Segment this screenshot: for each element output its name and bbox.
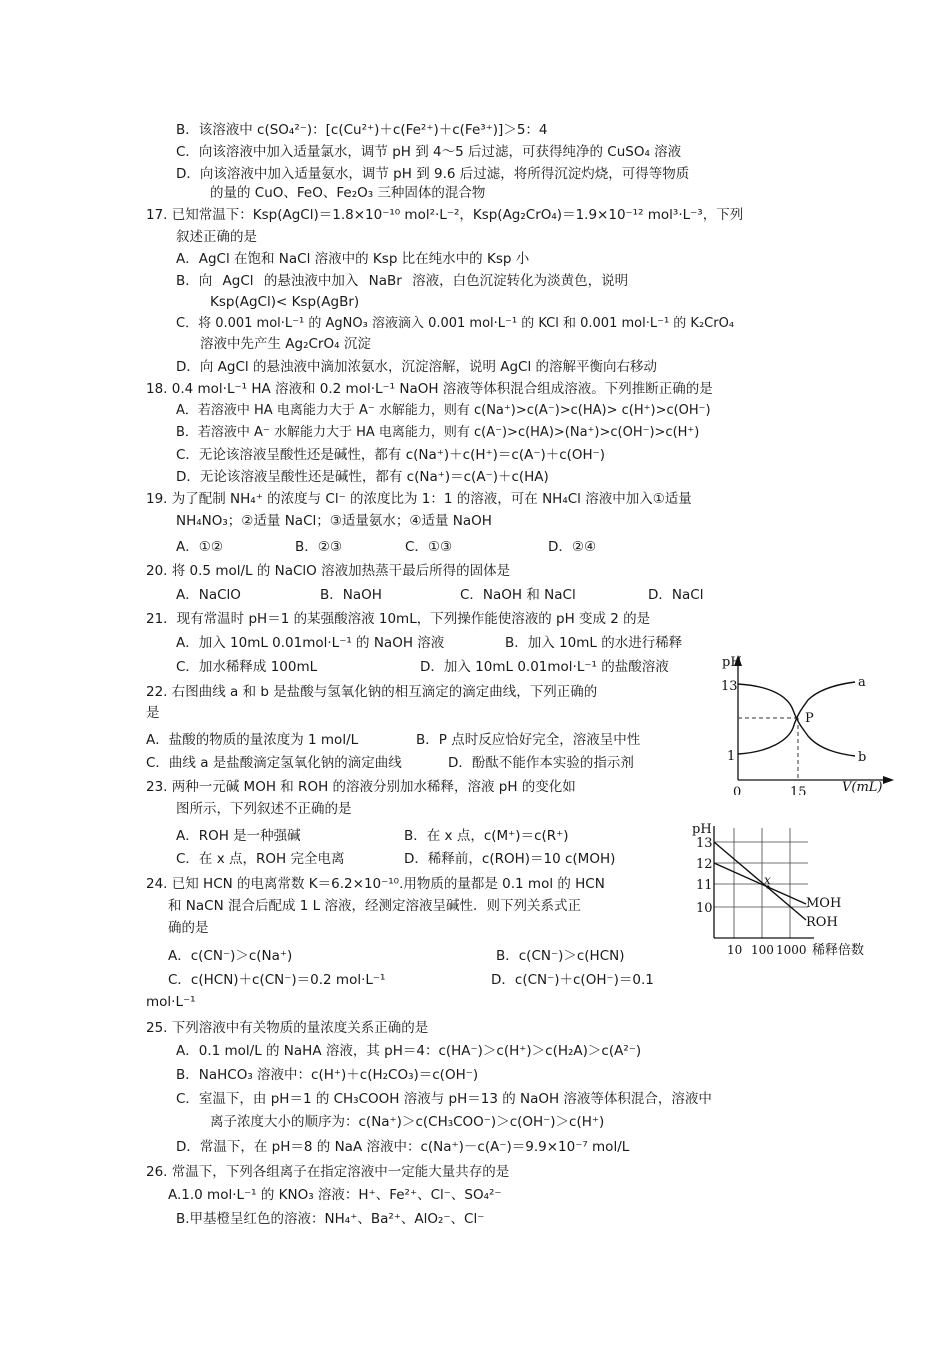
x-axis-arrow	[883, 776, 894, 784]
option-d: D．c(CN⁻)＋c(OH⁻)＝0.1	[491, 972, 654, 988]
tick-label: 1	[727, 749, 736, 764]
option-a: A．加入 10mL 0.01mol·L⁻¹ 的 NaOH 溶液	[176, 635, 445, 651]
option-b: B．加入 10mL 的水进行稀释	[505, 635, 683, 651]
x-axis-label: 稀释倍数	[812, 943, 865, 958]
point-x-label: x	[764, 873, 771, 887]
roh-line	[714, 842, 806, 920]
option-b: B．②③	[295, 539, 342, 555]
text-line: C．无论该溶液呈酸性还是碱性，都有 c(Na⁺)＋c(H⁺)＝c(A⁻)＋c(OH⁻)	[176, 447, 606, 463]
text-line: D．向该溶液中加入适量氨水，调节 pH 到 9.6 后过滤，将所得沉淀灼烧，可得等物质	[176, 166, 690, 182]
text-line: 的量的 CuO、FeO、Fe₂O₃ 三种固体的混合物	[210, 185, 486, 201]
option-c: C．加水稀释成 100mL	[176, 659, 318, 675]
y-axis-label: pH	[692, 822, 712, 837]
text-line: 和 NaCN 混合后配成 1 L 溶液，经测定溶液呈碱性．则下列关系式正	[168, 898, 581, 914]
question-20: 20. 将 0.5 mol/L 的 NaClO 溶液加热蒸干最后所得的固体是	[146, 563, 511, 579]
question-21: 21．现有常温时 pH＝1 的某强酸溶液 10mL，下列操作能使溶液的 pH 变成 2 的是	[146, 611, 651, 627]
tick-label: 15	[790, 785, 807, 795]
option-c: C．在 x 点，ROH 完全电离	[176, 851, 345, 867]
question-23: 23. 两种一元碱 MOH 和 ROH 的溶液分别加水稀释，溶液 pH 的变化如	[146, 779, 576, 795]
text-line: A．若溶液中 HA 电离能力大于 A⁻ 水解能力，则有 c(Na⁺)>c(A⁻)>c(HA)> c(H⁺)>c(OH⁻)	[176, 403, 711, 418]
text-line: A．0.1 mol/L 的 NaHA 溶液，其 pH＝4：c(HA⁻)＞c(H⁺)＞c(H₂A)＞c(A²⁻)	[176, 1043, 642, 1059]
option-a: A．NaClO	[176, 587, 241, 603]
text-line: B．NaHCO₃ 溶液中：c(H⁺)＋c(H₂CO₃)＝c(OH⁻)	[176, 1067, 479, 1083]
curve-b-label: b	[858, 750, 867, 765]
option-b: B．NaOH	[320, 587, 382, 603]
option-d: D．酚酞不能作本实验的指示剂	[448, 755, 634, 771]
text-line: 图所示，下列叙述不正确的是	[176, 801, 352, 817]
text-line: B．若溶液中 A⁻ 水解能力大于 HA 电离能力，则有 c(A⁻)>c(HA)>(Na⁺)>c(OH⁻)>c(H⁺)	[176, 425, 700, 440]
moh-line	[714, 863, 806, 904]
tick-label: 1000	[776, 943, 807, 957]
option-b: B．P 点时反应恰好完全，溶液呈中性	[416, 732, 641, 748]
titration-curve-figure	[700, 650, 900, 795]
text-line: D．无论该溶液呈酸性还是碱性，都有 c(Na⁺)＝c(A⁻)＋c(HA)	[176, 469, 549, 485]
option-a: A．ROH 是一种强碱	[176, 828, 301, 844]
x-axis-label: V(mL)	[842, 780, 883, 795]
text-line: 是	[146, 705, 160, 721]
dilution-ph-figure	[688, 820, 888, 965]
y-axis-label: pH	[722, 655, 742, 670]
tick-label: 13	[696, 836, 713, 851]
text-line: A．AgCl 在饱和 NaCl 溶液中的 Ksp 比在纯水中的 Ksp 小	[176, 251, 530, 267]
roh-label: ROH	[806, 915, 838, 930]
option-a: A．盐酸的物质的量浓度为 1 mol/L	[146, 732, 359, 748]
option-d: D．②④	[548, 539, 597, 555]
option-d: D．NaCl	[648, 587, 704, 603]
question-19: 19. 为了配制 NH₄⁺ 的浓度与 Cl⁻ 的浓度比为 1：1 的溶液，可在 NH₄Cl 溶液中加入①适量	[146, 491, 692, 507]
option-d: D．加入 10mL 0.01mol·L⁻¹ 的盐酸溶液	[420, 659, 669, 675]
question-26: 26. 常温下，下列各组离子在指定溶液中一定能大量共存的是	[146, 1164, 510, 1180]
text-line: C．室温下，由 pH＝1 的 CH₃COOH 溶液与 pH＝13 的 NaOH 溶液等体积混合，溶液中	[176, 1091, 712, 1107]
tick-label: 11	[696, 878, 713, 893]
text-line: C．向该溶液中加入适量氯水，调节 pH 到 4～5 后过滤，可获得纯净的 CuSO₄ 溶液	[176, 144, 682, 160]
tick-label: 13	[721, 679, 738, 694]
point-p-label: P	[805, 711, 814, 726]
option-c: C．c(HCN)＋c(CN⁻)＝0.2 mol·L⁻¹	[168, 972, 386, 988]
text-line: NH₄NO₃；②适量 NaCl；③适量氨水；④适量 NaOH	[176, 513, 492, 529]
text-line: D．向 AgCl 的悬浊液中滴加浓氨水，沉淀溶解，说明 AgCl 的溶解平衡向右移动	[176, 359, 658, 375]
tick-label: 10	[727, 943, 743, 957]
option-d: D．稀释前，c(ROH)＝10 c(MOH)	[404, 851, 616, 867]
text-line: A.1.0 mol·L⁻¹ 的 KNO₃ 溶液：H⁺、Fe²⁺、Cl⁻、SO₄²⁻	[168, 1187, 502, 1203]
option-c: C．①③	[405, 539, 453, 555]
option-b: B．c(CN⁻)＞c(HCN)	[496, 948, 625, 964]
text-line: D．常温下，在 pH＝8 的 NaA 溶液中：c(Na⁺)－c(A⁻)＝9.9×10⁻⁷ mol/L	[176, 1139, 630, 1155]
question-22: 22. 右图曲线 a 和 b 是盐酸与氢氧化钠的相互滴定的滴定曲线，下列正确的	[146, 684, 598, 700]
option-a: A．c(CN⁻)＞c(Na⁺)	[168, 948, 293, 964]
text-line: Ksp(AgCl)< Ksp(AgBr)	[210, 294, 360, 310]
text-line: 确的是	[168, 920, 209, 936]
moh-label: MOH	[806, 896, 842, 911]
question-17: 17. 已知常温下：Ksp(AgCl)＝1.8×10⁻¹⁰ mol²·L⁻²，Ksp(Ag₂CrO₄)＝1.9×10⁻¹² mol³·L⁻³，下列	[146, 207, 744, 223]
text-line: 溶液中先产生 Ag₂CrO₄ 沉淀	[200, 336, 371, 352]
tick-label: 0	[733, 785, 742, 795]
tick-label: 10	[696, 901, 713, 916]
text-line: 叙述正确的是	[176, 229, 257, 245]
option-c: C．曲线 a 是盐酸滴定氢氧化钠的滴定曲线	[146, 755, 402, 771]
option-a: A．①②	[176, 539, 223, 555]
option-c: C．NaOH 和 NaCl	[460, 587, 576, 603]
question-18: 18. 0.4 mol·L⁻¹ HA 溶液和 0.2 mol·L⁻¹ NaOH 溶液等体积混合组成溶液。下列推断正确的是	[146, 381, 713, 397]
option-b: B．在 x 点，c(M⁺)＝c(R⁺)	[404, 828, 569, 844]
grid	[714, 828, 808, 938]
text-line: B.甲基橙呈红色的溶液：NH₄⁺、Ba²⁺、AlO₂⁻、Cl⁻	[176, 1211, 485, 1227]
text-line: B．该溶液中 c(SO₄²⁻)：[c(Cu²⁺)＋c(Fe²⁺)＋c(Fe³⁺)]＞5：4	[176, 122, 548, 138]
text-line: C．将 0.001 mol·L⁻¹ 的 AgNO₃ 溶液滴入 0.001 mol·L⁻¹ 的 KCl 和 0.001 mol·L⁻¹ 的 K₂CrO₄	[176, 316, 735, 331]
question-24: 24. 已知 HCN 的电离常数 K＝6.2×10⁻¹⁰.用物质的量都是 0.1 mol 的 HCN	[146, 876, 605, 892]
tick-label: 12	[696, 857, 713, 872]
tick-label: 100	[751, 943, 774, 957]
text-line: B．向 AgCl 的悬浊液中加入 NaBr 溶液，白色沉淀转化为淡黄色，说明	[176, 273, 629, 289]
text-line: 离子浓度大小的顺序为：c(Na⁺)＞c(CH₃COO⁻)＞c(OH⁻)＞c(H⁺)	[210, 1114, 605, 1130]
text-line: mol·L⁻¹	[146, 994, 196, 1010]
curve-a-label: a	[858, 675, 866, 690]
question-25: 25. 下列溶液中有关物质的量浓度关系正确的是	[146, 1020, 429, 1036]
